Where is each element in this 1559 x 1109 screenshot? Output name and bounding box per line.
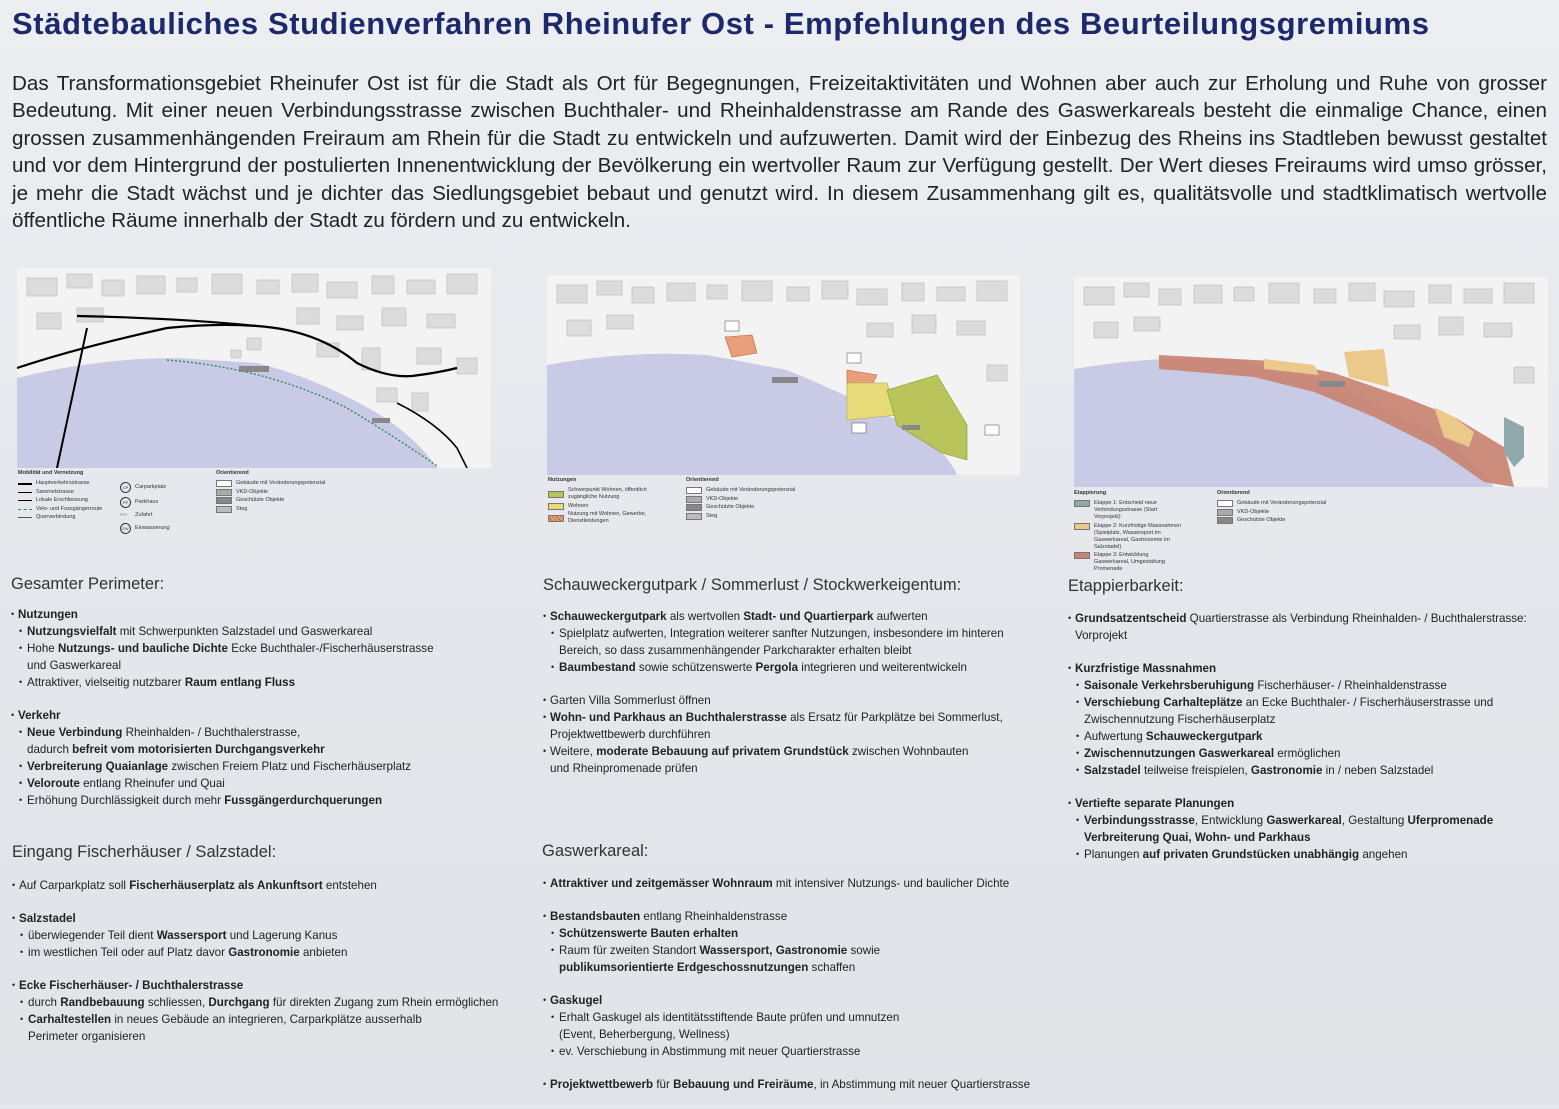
list-item-cont: Projektwettbewerb durchführen bbox=[550, 728, 711, 741]
legend-label: Schwerpunkt Wohnen, öffentlich zugängliche Nutzung bbox=[568, 487, 647, 500]
map1-legend-left bbox=[18, 470, 118, 523]
legend-heading: Mobilität und Vernetzung bbox=[18, 470, 84, 476]
list-heading: • Nutzungen bbox=[11, 606, 511, 623]
legend-label: Etappe 1: Entscheid neue Verbindungsstrasse (Start Vorprojekt) bbox=[1094, 500, 1158, 520]
list-heading: • Gaskugel bbox=[543, 992, 1053, 1009]
list-item: • Schützenswerte Bauten erhalten bbox=[543, 925, 1053, 942]
legend-label: Gebäude mit Veränderungspotenzial bbox=[236, 480, 326, 486]
list-item: • Salzstadel teilweise freispielen, Gastronomie in / neben Salzstadel bbox=[1068, 762, 1548, 779]
legend-label: Steg bbox=[706, 512, 718, 519]
legend-line-cross bbox=[18, 517, 32, 518]
list-item: • Aufwertung Schauweckergutpark bbox=[1068, 728, 1548, 745]
parkhaus-icon: PP bbox=[120, 497, 131, 508]
list-item: • Verbreiterung Quaianlage zwischen Freiem Platz und Fischerhäuserplatz bbox=[11, 758, 511, 775]
map2-legend-right bbox=[686, 477, 816, 521]
legend-swatch bbox=[1217, 509, 1233, 516]
list-item-cont: Verbreiterung Quai, Wohn- und Parkhaus bbox=[1084, 831, 1311, 844]
legend-label: Nutzung mit Wohnen, Gewerbe, Dienstleistungen bbox=[568, 511, 647, 524]
legend-swatch bbox=[216, 506, 232, 513]
map1-legend-mid bbox=[120, 482, 200, 536]
legend-label: Geschützte Objekte bbox=[236, 497, 285, 503]
legend-label: Geschützte Objekte bbox=[1237, 517, 1286, 523]
carpark-icon: CP bbox=[120, 482, 131, 493]
legend-swatch bbox=[548, 503, 564, 510]
legend-label: Etappe 3: Entwicklung Gaswerkareal, Umgestaltung Promenade bbox=[1094, 552, 1165, 572]
poster-title: Städtebauliches Studienverfahren Rheinufer Ost - Empfehlungen des Beurteilungsgremiums bbox=[12, 6, 1430, 41]
list-item: • Baumbestand sowie schützenswerte Pergola integrieren und weiterentwickeln bbox=[543, 659, 1043, 676]
list-item: • Projektwettbewerb für Bebauung und Freiräume, in Abstimmung mit neuer Quartierstrasse bbox=[543, 1076, 1053, 1093]
list-item: • Auf Carparkplatz soll Fischerhäuserplatz als Ankunftsort entstehen bbox=[12, 877, 522, 894]
legend-label: Geschützte Objekte bbox=[706, 504, 755, 510]
list-gesamt bbox=[11, 606, 511, 825]
legend-label: Steg bbox=[236, 505, 248, 512]
map3-legend-right bbox=[1217, 490, 1347, 526]
list-item: • Spielplatz aufwerten, Integration weiterer sanfter Nutzungen, insbesondere im hinteren bbox=[543, 625, 1043, 642]
legend-label: Einwasserung bbox=[135, 525, 170, 531]
legend-label: VKD-Objekte bbox=[1237, 508, 1270, 515]
legend-label: Querverbindung bbox=[36, 514, 76, 520]
list-item: • Zwischennutzungen Gaswerkareal ermöglichen bbox=[1068, 745, 1548, 762]
legend-label: VKD-Objekte bbox=[236, 488, 269, 495]
list-item: • Grundsatzentscheid Quartierstrasse als Verbindung Rheinhalden- / Buchthalerstrasse: bbox=[1068, 610, 1548, 627]
legend-swatch bbox=[1074, 500, 1090, 507]
list-item: • Verbindungsstrasse, Entwicklung Gaswerkareal, Gestaltung Uferpromenade bbox=[1068, 812, 1548, 829]
list-heading: • Verkehr bbox=[11, 707, 511, 724]
section-title-eingang: Eingang Fischerhäuser / Salzstadel: bbox=[12, 843, 277, 861]
legend-label: Gebäude mit Veränderungspotenzial bbox=[706, 487, 796, 493]
list-item-cont: publikumsorientierte Erdgeschossnutzungen schaffen bbox=[559, 961, 856, 974]
map-nutzungen-drawing bbox=[547, 275, 1020, 475]
list-item: • Bestandsbauten entlang Rheinhaldenstrasse bbox=[543, 908, 1053, 925]
zufahrt-icon: 〰 bbox=[120, 512, 127, 519]
list-item: • Weitere, moderate Bebauung auf privatem Grundstück zwischen Wohnbauten bbox=[543, 743, 1043, 760]
legend-line-local bbox=[18, 500, 32, 501]
legend-label: Wohnen bbox=[568, 502, 589, 509]
list-eingang bbox=[12, 877, 522, 1061]
map-mobility bbox=[17, 268, 491, 468]
map-mobility-drawing bbox=[17, 268, 491, 468]
legend-swatch bbox=[548, 491, 564, 498]
list-item-cont: Perimeter organisieren bbox=[28, 1030, 146, 1043]
legend-heading: Orientierend bbox=[216, 470, 249, 476]
legend-swatch bbox=[548, 515, 564, 522]
list-item-cont: (Event, Beherbergung, Wellness) bbox=[559, 1028, 730, 1041]
legend-swatch bbox=[1074, 523, 1090, 530]
legend-label: Velo- und Fussgängerroute bbox=[36, 505, 103, 512]
section-title-schauwecker: Schauweckergutpark / Sommerlust / Stockwerkeigentum: bbox=[543, 576, 962, 594]
legend-swatch bbox=[686, 504, 702, 511]
legend-swatch bbox=[686, 496, 702, 503]
list-item: • Attraktiver und zeitgemässer Wohnraum mit intensiver Nutzungs- und baulicher Dichte bbox=[543, 875, 1053, 892]
list-gaswerk bbox=[543, 875, 1053, 1109]
list-item-cont: Vorprojekt bbox=[1075, 629, 1128, 642]
list-item: • Saisonale Verkehrsberuhigung Fischerhäuser- / Rheinhaldenstrasse bbox=[1068, 677, 1548, 694]
legend-label: Gebäude mit Veränderungspotenzial bbox=[1237, 500, 1327, 506]
legend-heading: Etappierung bbox=[1074, 490, 1107, 496]
list-item: • Neue Verbindung Rheinhalden- / Buchthalerstrasse, bbox=[11, 724, 511, 741]
legend-swatch bbox=[216, 480, 232, 487]
list-heading: • Ecke Fischerhäuser- / Buchthalerstrasse bbox=[12, 977, 522, 994]
legend-swatch bbox=[686, 513, 702, 520]
list-item: • Erhöhung Durchlässigkeit durch mehr Fussgängerdurchquerungen bbox=[11, 792, 511, 809]
list-item: • Attraktiver, vielseitig nutzbarer Raum entlang Fluss bbox=[11, 674, 511, 691]
intro-paragraph: Das Transformationsgebiet Rheinufer Ost ist für die Stadt als Ort für Begegnungen, Freizeitaktivitäten und Wohnen aber auch zur Erholung und Ruhe von grosser Bedeutung. Mit einer neuen Verbindungsstrasse zwischen Buchthaler- und Rheinhaldenstrasse am Rande des Gaswerkareals besteht die einmalige Chance, einen grossen zusammenhängenden Freiraum am Rhein für die Stadt zu entwickeln und aufzuwerten. Damit wird der Einbezug des Rheins ins Stadtleben bewusst gestaltet und vor dem Hintergrund der postulierten Innenentwicklung der Bevölkerung ein wertvoller Raum zur Verfügung gestellt. Der Wert dieses Freiraums wird umso grösser, je mehr die Stadt wächst und je dichter das Siedlungsgebiet bebaut und genutzt wird. In diesem Zusammenhang gilt es, qualitätsvolle und stadtklimatisch wertvolle öffentliche Räume innerhalb der Stadt zu fördern und zu entwickeln. bbox=[12, 72, 1547, 233]
list-item-cont: dadurch befreit vom motorisierten Durchgangsverkehr bbox=[27, 743, 325, 756]
list-item: • Planungen auf privaten Grundstücken unabhängig angehen bbox=[1068, 846, 1548, 863]
map2-legend-left bbox=[548, 477, 658, 527]
list-etappe bbox=[1068, 610, 1548, 879]
section-title-gesamt: Gesamter Perimeter: bbox=[11, 575, 165, 593]
legend-label: Carparkplatz bbox=[135, 484, 167, 490]
map-nutzungen bbox=[547, 275, 1020, 475]
legend-label: VKD-Objekte bbox=[706, 495, 739, 502]
list-item: • durch Randbebauung schliessen, Durchgang für direkten Zugang zum Rhein ermöglichen bbox=[12, 994, 522, 1011]
einwasserung-icon: EW bbox=[120, 523, 131, 534]
list-item: • Wohn- und Parkhaus an Buchthalerstrasse als Ersatz für Parkplätze bei Sommerlust, bbox=[543, 709, 1043, 726]
legend-heading: Orientierend bbox=[1217, 490, 1250, 496]
map3-legend-left bbox=[1074, 490, 1184, 575]
legend-heading: Nutzungen bbox=[548, 477, 577, 483]
legend-swatch bbox=[216, 489, 232, 496]
list-schauwecker bbox=[543, 608, 1043, 793]
list-item: • Schauweckergutpark als wertvollen Stadt- und Quartierpark aufwerten bbox=[543, 608, 1043, 625]
map-etappierung-drawing bbox=[1074, 277, 1548, 487]
list-item: • Veloroute entlang Rheinufer und Quai bbox=[11, 775, 511, 792]
legend-label: Hauptverkehrsstrasse bbox=[36, 480, 90, 486]
legend-swatch bbox=[1217, 517, 1233, 524]
list-item: • ev. Verschiebung in Abstimmung mit neuer Quartierstrasse bbox=[543, 1043, 1053, 1060]
legend-label: Parkhaus bbox=[135, 499, 159, 505]
list-item-cont: Bereich, so dass zusammenhängender Parkcharakter erhalten bleibt bbox=[559, 644, 912, 657]
legend-heading: Orientierend bbox=[686, 477, 719, 483]
list-item: • Carhaltestellen in neues Gebäude an integrieren, Carparkplätze ausserhalb bbox=[12, 1011, 522, 1028]
list-item-cont: Zwischennutzung Fischerhäuserplatz bbox=[1084, 713, 1276, 726]
list-item: • Nutzungsvielfalt mit Schwerpunkten Salzstadel und Gaswerkareal bbox=[11, 623, 511, 640]
list-item: • Verschiebung Carhalteplätze an Ecke Buchthaler- / Fischerhäuserstrasse und bbox=[1068, 694, 1548, 711]
list-heading: • Salzstadel bbox=[12, 910, 522, 927]
map1-legend-right bbox=[216, 470, 346, 514]
list-item: • Raum für zweiten Standort Wassersport, Gastronomie sowie bbox=[543, 942, 1053, 959]
legend-label: Lokale Erschliessung bbox=[36, 497, 88, 503]
legend-label: Etappe 2: Kurzfristige Massnahmen (Spielplatz, Wassersport im Gaswerkareal, Gastronomie im Salzstadel) bbox=[1094, 522, 1182, 550]
legend-swatch bbox=[686, 487, 702, 494]
legend-label: Sammelstrasse bbox=[36, 488, 74, 495]
list-item: • Hohe Nutzungs- und bauliche Dichte Ecke Buchthaler-/Fischerhäuserstrasse bbox=[11, 640, 511, 657]
list-heading: • Vertiefte separate Planungen bbox=[1068, 795, 1548, 812]
list-item: • überwiegender Teil dient Wassersport und Lagerung Kanus bbox=[12, 927, 522, 944]
legend-swatch bbox=[1217, 500, 1233, 507]
legend-line-collector bbox=[18, 492, 32, 493]
list-item: • Erhalt Gaskugel als identitätsstiftende Baute prüfen und umnutzen bbox=[543, 1009, 1053, 1026]
list-item: • Garten Villa Sommerlust öffnen bbox=[543, 692, 1043, 709]
legend-line-velo bbox=[18, 509, 32, 510]
section-title-gaswerk: Gaswerkareal: bbox=[542, 842, 649, 860]
map-etappierung bbox=[1074, 277, 1548, 487]
legend-label: Zufahrt bbox=[135, 512, 153, 518]
section-title-etappe: Etappierbarkeit: bbox=[1068, 577, 1184, 595]
legend-swatch bbox=[216, 497, 232, 504]
list-item-cont: und Gaswerkareal bbox=[27, 659, 122, 672]
legend-line-main bbox=[18, 483, 32, 485]
legend-swatch bbox=[1074, 552, 1090, 559]
list-item-cont: und Rheinpromenade prüfen bbox=[550, 762, 698, 775]
list-heading: • Kurzfristige Massnahmen bbox=[1068, 660, 1548, 677]
list-item: • im westlichen Teil oder auf Platz davor Gastronomie anbieten bbox=[12, 944, 522, 961]
